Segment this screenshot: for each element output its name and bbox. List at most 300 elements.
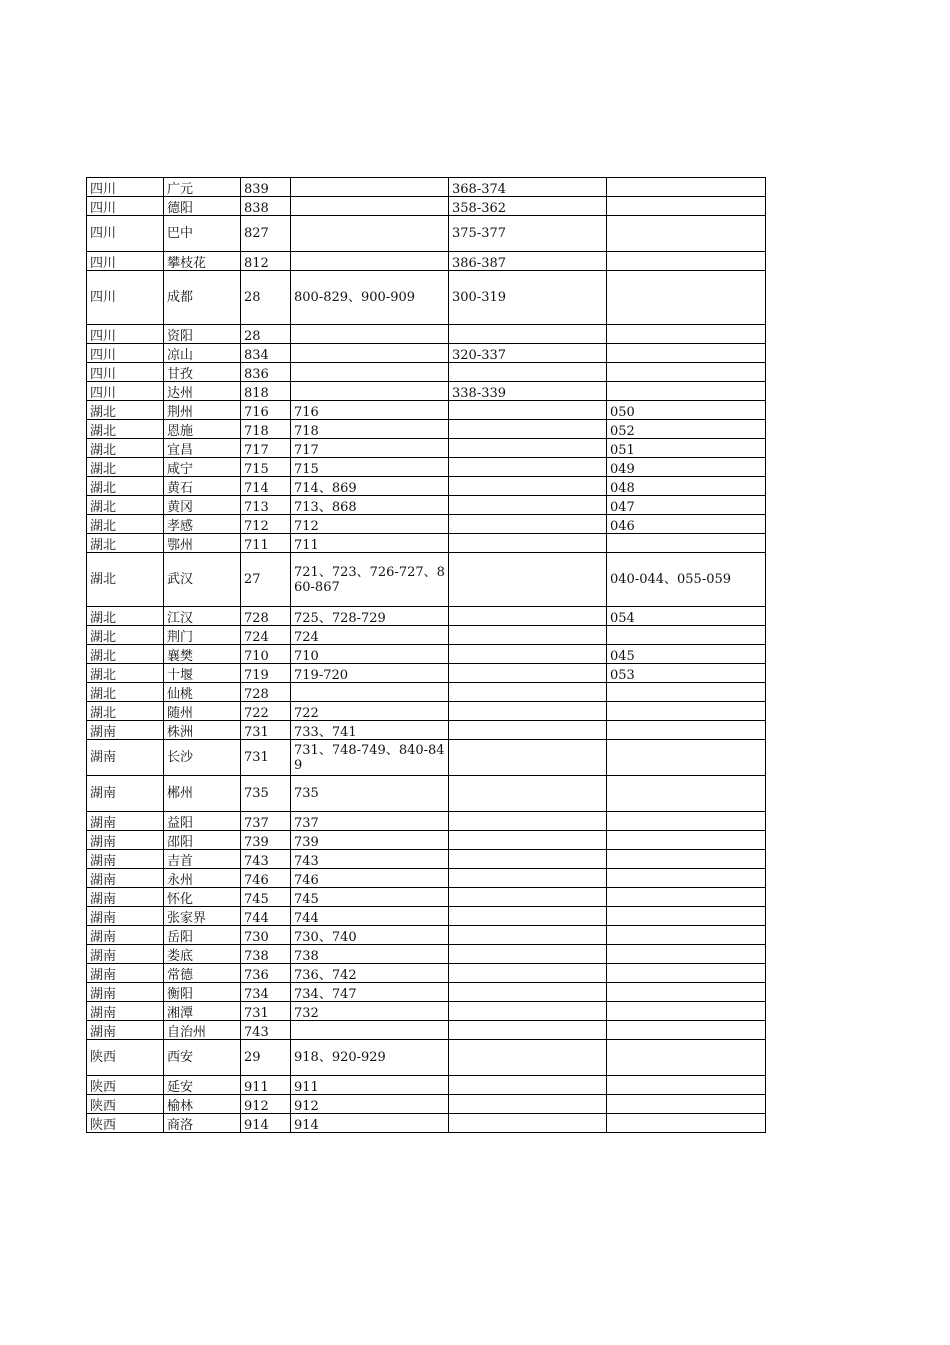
table-row bbox=[87, 325, 766, 344]
area-code-cell: 728 bbox=[241, 683, 291, 702]
area-code-cell: 28 bbox=[241, 271, 291, 325]
city-cell: 张家界 bbox=[164, 907, 241, 926]
area-code-cell: 28 bbox=[241, 325, 291, 344]
province-cell: 湖北 bbox=[87, 420, 164, 439]
province-cell: 湖北 bbox=[87, 683, 164, 702]
province-cell: 湖南 bbox=[87, 1002, 164, 1021]
table-row bbox=[87, 664, 766, 683]
range-c-cell bbox=[607, 702, 766, 721]
table-row bbox=[87, 477, 766, 496]
range-c-cell bbox=[607, 776, 766, 812]
province-cell: 湖南 bbox=[87, 983, 164, 1002]
table-row bbox=[87, 945, 766, 964]
table-row bbox=[87, 439, 766, 458]
city-cell: 十堰 bbox=[164, 664, 241, 683]
area-code-cell: 827 bbox=[241, 216, 291, 252]
range-a-cell: 911 bbox=[291, 1076, 449, 1095]
city-cell: 黄冈 bbox=[164, 496, 241, 515]
province-cell: 四川 bbox=[87, 197, 164, 216]
range-b-cell bbox=[449, 664, 607, 683]
range-b-cell bbox=[449, 812, 607, 831]
city-cell: 娄底 bbox=[164, 945, 241, 964]
range-b-cell bbox=[449, 740, 607, 776]
range-a-cell: 710 bbox=[291, 645, 449, 664]
city-cell: 广元 bbox=[164, 178, 241, 197]
area-code-cell: 836 bbox=[241, 363, 291, 382]
range-c-cell bbox=[607, 382, 766, 401]
range-a-cell: 732 bbox=[291, 1002, 449, 1021]
city-cell: 达州 bbox=[164, 382, 241, 401]
range-c-cell bbox=[607, 1076, 766, 1095]
range-a-cell: 716 bbox=[291, 401, 449, 420]
city-cell: 延安 bbox=[164, 1076, 241, 1095]
range-c-cell: 047 bbox=[607, 496, 766, 515]
range-b-cell bbox=[449, 888, 607, 907]
city-cell: 凉山 bbox=[164, 344, 241, 363]
table-row bbox=[87, 515, 766, 534]
area-code-cell: 728 bbox=[241, 607, 291, 626]
range-b-cell: 375-377 bbox=[449, 216, 607, 252]
range-b-cell bbox=[449, 1076, 607, 1095]
province-cell: 湖南 bbox=[87, 721, 164, 740]
area-code-cell: 712 bbox=[241, 515, 291, 534]
area-code-cell: 914 bbox=[241, 1114, 291, 1133]
range-c-cell bbox=[607, 626, 766, 645]
province-cell: 湖南 bbox=[87, 926, 164, 945]
city-cell: 常德 bbox=[164, 964, 241, 983]
range-b-cell bbox=[449, 831, 607, 850]
province-cell: 湖北 bbox=[87, 664, 164, 683]
area-code-cell: 834 bbox=[241, 344, 291, 363]
table-row bbox=[87, 702, 766, 721]
province-cell: 湖南 bbox=[87, 776, 164, 812]
range-a-cell: 711 bbox=[291, 534, 449, 553]
city-cell: 仙桃 bbox=[164, 683, 241, 702]
range-c-cell bbox=[607, 831, 766, 850]
area-code-cell: 722 bbox=[241, 702, 291, 721]
range-c-cell bbox=[607, 964, 766, 983]
range-b-cell bbox=[449, 1021, 607, 1040]
table-row bbox=[87, 1021, 766, 1040]
range-c-cell bbox=[607, 926, 766, 945]
city-cell: 恩施 bbox=[164, 420, 241, 439]
province-cell: 湖南 bbox=[87, 945, 164, 964]
range-a-cell: 724 bbox=[291, 626, 449, 645]
area-code-cell: 734 bbox=[241, 983, 291, 1002]
area-code-cell: 719 bbox=[241, 664, 291, 683]
table-row bbox=[87, 964, 766, 983]
range-c-cell: 049 bbox=[607, 458, 766, 477]
city-cell: 攀枝花 bbox=[164, 252, 241, 271]
table-row bbox=[87, 776, 766, 812]
province-cell: 湖北 bbox=[87, 439, 164, 458]
province-cell: 湖北 bbox=[87, 515, 164, 534]
range-a-cell: 737 bbox=[291, 812, 449, 831]
range-a-cell bbox=[291, 216, 449, 252]
range-c-cell: 040-044、055-059 bbox=[607, 553, 766, 607]
province-cell: 四川 bbox=[87, 382, 164, 401]
city-cell: 永州 bbox=[164, 869, 241, 888]
area-code-cell: 29 bbox=[241, 1040, 291, 1076]
table-row bbox=[87, 553, 766, 607]
range-b-cell bbox=[449, 363, 607, 382]
province-cell: 陕西 bbox=[87, 1076, 164, 1095]
range-c-cell bbox=[607, 888, 766, 907]
area-code-cell: 744 bbox=[241, 907, 291, 926]
table-row bbox=[87, 740, 766, 776]
area-code-cell: 713 bbox=[241, 496, 291, 515]
table-row bbox=[87, 1002, 766, 1021]
range-a-cell: 712 bbox=[291, 515, 449, 534]
city-cell: 宜昌 bbox=[164, 439, 241, 458]
range-c-cell bbox=[607, 721, 766, 740]
range-b-cell bbox=[449, 926, 607, 945]
table-row bbox=[87, 812, 766, 831]
range-c-cell bbox=[607, 1002, 766, 1021]
province-cell: 四川 bbox=[87, 178, 164, 197]
range-b-cell bbox=[449, 420, 607, 439]
area-code-table bbox=[86, 177, 766, 1133]
range-a-cell: 744 bbox=[291, 907, 449, 926]
range-a-cell: 731、748-749、840-849 bbox=[291, 740, 449, 776]
area-code-cell: 812 bbox=[241, 252, 291, 271]
range-c-cell: 045 bbox=[607, 645, 766, 664]
area-code-cell: 730 bbox=[241, 926, 291, 945]
province-cell: 四川 bbox=[87, 363, 164, 382]
range-a-cell: 733、741 bbox=[291, 721, 449, 740]
range-b-cell bbox=[449, 1002, 607, 1021]
table-row bbox=[87, 831, 766, 850]
city-cell: 株洲 bbox=[164, 721, 241, 740]
range-b-cell bbox=[449, 458, 607, 477]
province-cell: 四川 bbox=[87, 271, 164, 325]
area-code-cell: 27 bbox=[241, 553, 291, 607]
table-row bbox=[87, 683, 766, 702]
range-b-cell bbox=[449, 983, 607, 1002]
area-code-cell: 731 bbox=[241, 1002, 291, 1021]
area-code-cell: 818 bbox=[241, 382, 291, 401]
range-c-cell: 050 bbox=[607, 401, 766, 420]
range-b-cell bbox=[449, 683, 607, 702]
range-a-cell: 736、742 bbox=[291, 964, 449, 983]
area-code-cell: 714 bbox=[241, 477, 291, 496]
province-cell: 湖南 bbox=[87, 850, 164, 869]
range-b-cell bbox=[449, 515, 607, 534]
range-a-cell: 918、920-929 bbox=[291, 1040, 449, 1076]
province-cell: 湖北 bbox=[87, 607, 164, 626]
range-b-cell bbox=[449, 439, 607, 458]
table-row bbox=[87, 1040, 766, 1076]
area-code-cell: 743 bbox=[241, 850, 291, 869]
province-cell: 湖南 bbox=[87, 964, 164, 983]
province-cell: 湖南 bbox=[87, 869, 164, 888]
city-cell: 自治州 bbox=[164, 1021, 241, 1040]
range-c-cell: 046 bbox=[607, 515, 766, 534]
province-cell: 湖北 bbox=[87, 534, 164, 553]
range-a-cell bbox=[291, 178, 449, 197]
city-cell: 资阳 bbox=[164, 325, 241, 344]
range-a-cell bbox=[291, 344, 449, 363]
area-code-cell: 743 bbox=[241, 1021, 291, 1040]
range-b-cell bbox=[449, 401, 607, 420]
city-cell: 湘潭 bbox=[164, 1002, 241, 1021]
city-cell: 德阳 bbox=[164, 197, 241, 216]
table-row bbox=[87, 344, 766, 363]
table-row bbox=[87, 458, 766, 477]
range-b-cell: 358-362 bbox=[449, 197, 607, 216]
province-cell: 陕西 bbox=[87, 1040, 164, 1076]
range-b-cell bbox=[449, 702, 607, 721]
area-code-cell: 731 bbox=[241, 721, 291, 740]
range-b-cell: 300-319 bbox=[449, 271, 607, 325]
table-row bbox=[87, 1076, 766, 1095]
range-a-cell bbox=[291, 363, 449, 382]
table-row bbox=[87, 420, 766, 439]
table-row bbox=[87, 271, 766, 325]
table-row bbox=[87, 983, 766, 1002]
range-b-cell bbox=[449, 1040, 607, 1076]
range-b-cell bbox=[449, 1095, 607, 1114]
province-cell: 四川 bbox=[87, 325, 164, 344]
table-row bbox=[87, 363, 766, 382]
range-c-cell bbox=[607, 363, 766, 382]
range-b-cell bbox=[449, 945, 607, 964]
table-row bbox=[87, 252, 766, 271]
range-c-cell bbox=[607, 178, 766, 197]
range-a-cell: 914 bbox=[291, 1114, 449, 1133]
table-row bbox=[87, 721, 766, 740]
range-a-cell: 730、740 bbox=[291, 926, 449, 945]
range-a-cell: 745 bbox=[291, 888, 449, 907]
range-b-cell bbox=[449, 907, 607, 926]
province-cell: 湖北 bbox=[87, 626, 164, 645]
city-cell: 成都 bbox=[164, 271, 241, 325]
range-b-cell bbox=[449, 477, 607, 496]
range-a-cell: 912 bbox=[291, 1095, 449, 1114]
table-row bbox=[87, 607, 766, 626]
city-cell: 随州 bbox=[164, 702, 241, 721]
area-code-cell: 745 bbox=[241, 888, 291, 907]
range-a-cell: 734、747 bbox=[291, 983, 449, 1002]
table-row bbox=[87, 178, 766, 197]
range-b-cell bbox=[449, 964, 607, 983]
table-row bbox=[87, 401, 766, 420]
province-cell: 湖北 bbox=[87, 458, 164, 477]
range-a-cell: 743 bbox=[291, 850, 449, 869]
area-code-cell: 735 bbox=[241, 776, 291, 812]
range-b-cell bbox=[449, 1114, 607, 1133]
range-a-cell bbox=[291, 252, 449, 271]
range-b-cell bbox=[449, 325, 607, 344]
area-code-cell: 717 bbox=[241, 439, 291, 458]
city-cell: 武汉 bbox=[164, 553, 241, 607]
range-a-cell: 722 bbox=[291, 702, 449, 721]
range-a-cell: 715 bbox=[291, 458, 449, 477]
table-row bbox=[87, 216, 766, 252]
city-cell: 咸宁 bbox=[164, 458, 241, 477]
city-cell: 荆州 bbox=[164, 401, 241, 420]
province-cell: 湖北 bbox=[87, 553, 164, 607]
table-row bbox=[87, 850, 766, 869]
range-c-cell bbox=[607, 740, 766, 776]
table-row bbox=[87, 382, 766, 401]
area-code-cell: 911 bbox=[241, 1076, 291, 1095]
range-b-cell: 368-374 bbox=[449, 178, 607, 197]
city-cell: 甘孜 bbox=[164, 363, 241, 382]
range-b-cell bbox=[449, 626, 607, 645]
city-cell: 荆门 bbox=[164, 626, 241, 645]
range-a-cell: 738 bbox=[291, 945, 449, 964]
range-c-cell bbox=[607, 1021, 766, 1040]
range-a-cell: 713、868 bbox=[291, 496, 449, 515]
range-a-cell: 714、869 bbox=[291, 477, 449, 496]
area-code-cell: 736 bbox=[241, 964, 291, 983]
city-cell: 吉首 bbox=[164, 850, 241, 869]
range-c-cell: 052 bbox=[607, 420, 766, 439]
area-code-cell: 838 bbox=[241, 197, 291, 216]
city-cell: 邵阳 bbox=[164, 831, 241, 850]
table-row bbox=[87, 1114, 766, 1133]
range-c-cell bbox=[607, 983, 766, 1002]
province-cell: 湖北 bbox=[87, 477, 164, 496]
range-b-cell bbox=[449, 607, 607, 626]
province-cell: 四川 bbox=[87, 252, 164, 271]
range-a-cell: 721、723、726-727、860-867 bbox=[291, 553, 449, 607]
city-cell: 商洛 bbox=[164, 1114, 241, 1133]
area-code-cell: 718 bbox=[241, 420, 291, 439]
area-code-cell: 738 bbox=[241, 945, 291, 964]
area-code-cell: 746 bbox=[241, 869, 291, 888]
area-code-cell: 724 bbox=[241, 626, 291, 645]
table-body bbox=[87, 178, 766, 1133]
table-row bbox=[87, 888, 766, 907]
city-cell: 衡阳 bbox=[164, 983, 241, 1002]
range-b-cell bbox=[449, 534, 607, 553]
range-c-cell bbox=[607, 1095, 766, 1114]
table-row bbox=[87, 907, 766, 926]
range-c-cell bbox=[607, 850, 766, 869]
range-c-cell bbox=[607, 197, 766, 216]
range-b-cell bbox=[449, 869, 607, 888]
province-cell: 湖南 bbox=[87, 907, 164, 926]
range-a-cell: 719-720 bbox=[291, 664, 449, 683]
province-cell: 湖南 bbox=[87, 740, 164, 776]
province-cell: 湖南 bbox=[87, 888, 164, 907]
province-cell: 湖南 bbox=[87, 1021, 164, 1040]
range-b-cell bbox=[449, 645, 607, 664]
city-cell: 长沙 bbox=[164, 740, 241, 776]
range-a-cell bbox=[291, 1021, 449, 1040]
city-cell: 孝感 bbox=[164, 515, 241, 534]
range-c-cell bbox=[607, 271, 766, 325]
range-c-cell: 053 bbox=[607, 664, 766, 683]
range-c-cell bbox=[607, 1040, 766, 1076]
range-a-cell: 746 bbox=[291, 869, 449, 888]
city-cell: 益阳 bbox=[164, 812, 241, 831]
range-b-cell: 320-337 bbox=[449, 344, 607, 363]
area-code-cell: 731 bbox=[241, 740, 291, 776]
province-cell: 陕西 bbox=[87, 1114, 164, 1133]
table-row bbox=[87, 869, 766, 888]
range-a-cell: 739 bbox=[291, 831, 449, 850]
area-code-cell: 737 bbox=[241, 812, 291, 831]
range-c-cell bbox=[607, 683, 766, 702]
table-row bbox=[87, 626, 766, 645]
range-c-cell bbox=[607, 325, 766, 344]
range-c-cell: 048 bbox=[607, 477, 766, 496]
province-cell: 湖北 bbox=[87, 401, 164, 420]
range-b-cell bbox=[449, 496, 607, 515]
range-c-cell bbox=[607, 252, 766, 271]
city-cell: 怀化 bbox=[164, 888, 241, 907]
area-code-cell: 716 bbox=[241, 401, 291, 420]
area-code-cell: 912 bbox=[241, 1095, 291, 1114]
table-row bbox=[87, 197, 766, 216]
city-cell: 鄂州 bbox=[164, 534, 241, 553]
range-a-cell: 800-829、900-909 bbox=[291, 271, 449, 325]
area-code-cell: 839 bbox=[241, 178, 291, 197]
range-c-cell: 051 bbox=[607, 439, 766, 458]
province-cell: 湖南 bbox=[87, 812, 164, 831]
range-a-cell: 725、728-729 bbox=[291, 607, 449, 626]
range-a-cell bbox=[291, 683, 449, 702]
range-b-cell bbox=[449, 776, 607, 812]
city-cell: 榆林 bbox=[164, 1095, 241, 1114]
area-code-cell: 710 bbox=[241, 645, 291, 664]
area-code-cell: 711 bbox=[241, 534, 291, 553]
province-cell: 陕西 bbox=[87, 1095, 164, 1114]
area-code-cell: 715 bbox=[241, 458, 291, 477]
range-c-cell bbox=[607, 1114, 766, 1133]
table-row bbox=[87, 645, 766, 664]
range-c-cell bbox=[607, 945, 766, 964]
province-cell: 四川 bbox=[87, 344, 164, 363]
city-cell: 西安 bbox=[164, 1040, 241, 1076]
table-row bbox=[87, 534, 766, 553]
range-b-cell: 338-339 bbox=[449, 382, 607, 401]
range-c-cell bbox=[607, 344, 766, 363]
range-b-cell bbox=[449, 721, 607, 740]
range-a-cell: 718 bbox=[291, 420, 449, 439]
table-row bbox=[87, 1095, 766, 1114]
city-cell: 岳阳 bbox=[164, 926, 241, 945]
city-cell: 江汉 bbox=[164, 607, 241, 626]
range-c-cell bbox=[607, 812, 766, 831]
province-cell: 湖北 bbox=[87, 702, 164, 721]
province-cell: 四川 bbox=[87, 216, 164, 252]
city-cell: 黄石 bbox=[164, 477, 241, 496]
range-b-cell bbox=[449, 850, 607, 869]
range-c-cell bbox=[607, 534, 766, 553]
area-code-cell: 739 bbox=[241, 831, 291, 850]
province-cell: 湖南 bbox=[87, 831, 164, 850]
range-c-cell: 054 bbox=[607, 607, 766, 626]
range-b-cell: 386-387 bbox=[449, 252, 607, 271]
table-row bbox=[87, 926, 766, 945]
province-cell: 湖北 bbox=[87, 645, 164, 664]
range-a-cell: 735 bbox=[291, 776, 449, 812]
table-row bbox=[87, 496, 766, 515]
range-a-cell bbox=[291, 382, 449, 401]
range-c-cell bbox=[607, 907, 766, 926]
range-c-cell bbox=[607, 869, 766, 888]
range-b-cell bbox=[449, 553, 607, 607]
range-a-cell bbox=[291, 325, 449, 344]
city-cell: 郴州 bbox=[164, 776, 241, 812]
range-c-cell bbox=[607, 216, 766, 252]
range-a-cell: 717 bbox=[291, 439, 449, 458]
city-cell: 襄樊 bbox=[164, 645, 241, 664]
